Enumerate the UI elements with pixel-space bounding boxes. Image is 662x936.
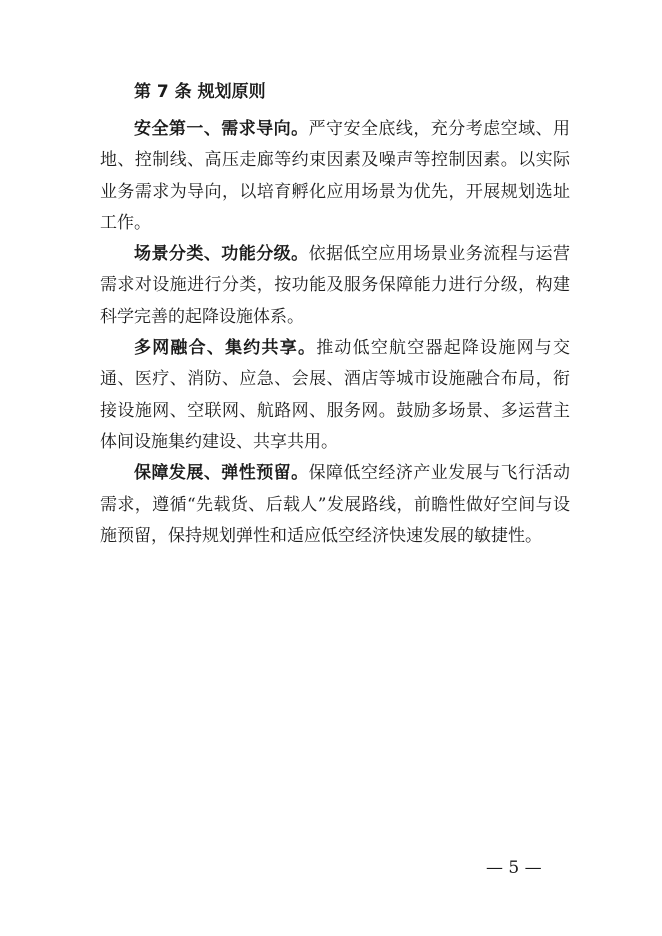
principle-lead: 多网融合、集约共享。 — [134, 338, 317, 359]
article-body — [100, 78, 570, 552]
article-heading: 第 7 条 规划原则 — [134, 82, 266, 102]
page-number: — 5 — — [486, 858, 542, 878]
principle-paragraph — [100, 458, 570, 552]
principle-body: 保障低空经济产业发展与飞行活动需求，遵循“先载货、后载人”发展路线，前瞻性做好空间与设施预留，保持规划弹性和适应低空经济快速发展的敏捷性。 — [100, 463, 571, 546]
principle-body: 依据低空应用场景业务流程与运营需求对设施进行分类，按功能及服务保障能力进行分级，构建科学完善的起降设施体系。 — [100, 244, 571, 327]
principle-lead: 保障发展、弹性预留。 — [134, 463, 309, 484]
principle-lead: 安全第一、需求导向。 — [134, 119, 309, 139]
principle-paragraph — [100, 114, 570, 239]
principle-body: 严守安全底线，充分考虑空域、用地、控制线、高压走廊等约束因素及噪声等控制因素。以实际业务需求为导向，以培育孵化应用场景为优先，开展规划选址工作。 — [100, 119, 571, 233]
principle-body: 推动低空航空器起降设施网与交通、医疗、消防、应急、会展、酒店等城市设施融合布局，衔接设施网、空联网、航路网、服务网。鼓励多场景、多运营主体间设施集约建设、共享共用。 — [100, 338, 571, 452]
principle-lead: 场景分类、功能分级。 — [134, 244, 309, 265]
principle-paragraph — [100, 333, 570, 458]
principle-paragraph — [100, 239, 570, 333]
